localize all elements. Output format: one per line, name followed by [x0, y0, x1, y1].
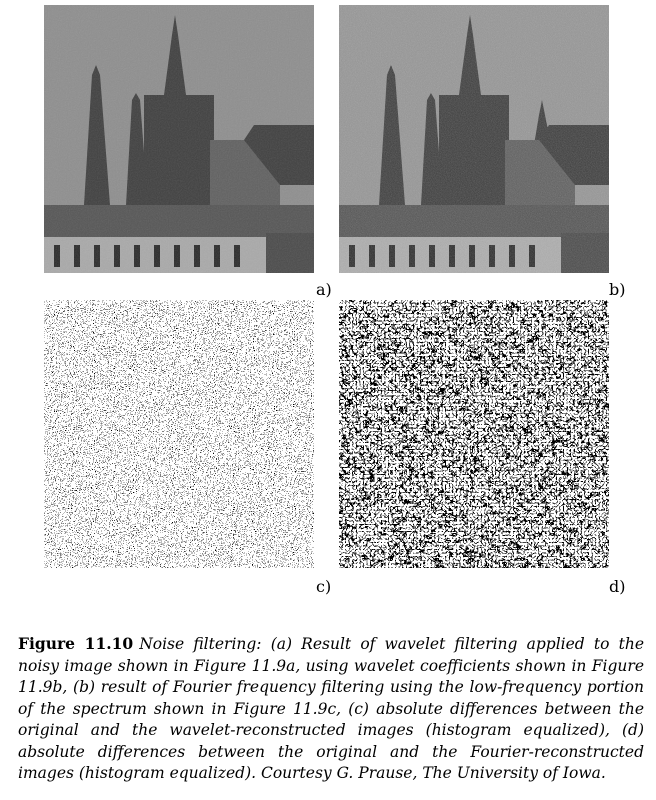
cathedral-photo-a: [44, 5, 314, 273]
panel-b-fourier-filtered-photo: [339, 5, 609, 273]
figure-number: Figure 11.10: [18, 634, 134, 653]
panel-d-label: d): [609, 577, 626, 596]
panel-a-wavelet-filtered-photo: [44, 5, 314, 273]
panel-d-fourier-difference-image: [339, 300, 609, 568]
panel-c-label: c): [316, 577, 332, 596]
figure-caption: [18, 633, 644, 785]
noise-image-d: [339, 300, 609, 568]
panel-b-label: b): [609, 280, 626, 299]
panel-a-label: a): [316, 280, 332, 299]
cathedral-photo-b: [339, 5, 609, 273]
noise-image-c: [44, 300, 314, 568]
panel-c-wavelet-difference-image: [44, 300, 314, 568]
caption-text: Noise filtering: (a) Result of wavelet filtering applied to the noisy image shown in Figure 11.9a, using wavelet coefficients shown in Figure 11.9b, (b) result of Fourier frequency filtering using the low-frequency portion of the spectrum shown in Figure 11.9c, (c) absolute differences between the original and the wavelet-reconstructed images (histogram equalized), (d) absolute differences between the original and the Fourier-reconstructed images (histogram equalized). Courtesy G. Prause, The University of Iowa.: [18, 635, 644, 782]
